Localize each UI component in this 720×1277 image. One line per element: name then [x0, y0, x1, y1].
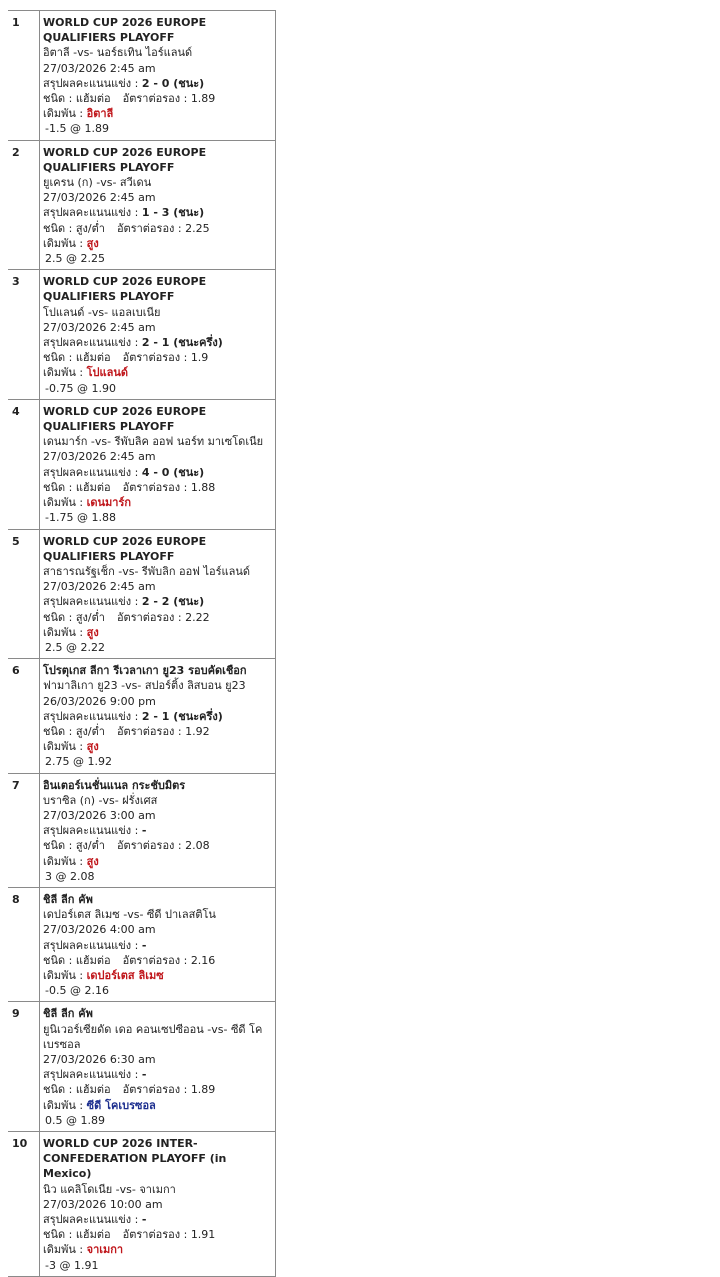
result-value: 2 - 1 (ชนะครึ่ง) — [141, 709, 223, 723]
bet-type: แฮ้มต่อ — [75, 1083, 111, 1097]
pick-line — [43, 495, 273, 510]
odds-value: 2.08 — [185, 839, 210, 853]
odds-label: อัตราต่อรอง : — [116, 610, 186, 624]
result-line — [43, 594, 273, 609]
match-datetime: 27/03/2026 4:00 am — [43, 923, 156, 937]
bet-label: เดิมพัน : — [43, 366, 87, 380]
bet-row — [8, 887, 276, 1001]
result-line — [43, 465, 273, 480]
result-value: - — [141, 1213, 147, 1227]
bet-details — [40, 140, 276, 270]
league-name: โปรตุเกส ลีกา รีเวลาเกา ยู23 รอบคัดเชือก — [43, 664, 247, 678]
bet-details — [40, 1132, 276, 1277]
bet-pick: ซีดี โคเบรซอล — [86, 1098, 156, 1112]
result-line — [43, 938, 273, 953]
type-odds-line — [43, 480, 273, 495]
bet-type: สูง/ต่ำ — [75, 610, 105, 624]
bet-details — [40, 529, 276, 659]
result-label: สรุปผลคะแนนแข่ง : — [43, 76, 142, 90]
odds-value: 1.92 — [185, 724, 210, 738]
type-label: ชนิด : — [43, 953, 76, 967]
type-label: ชนิด : — [43, 724, 76, 738]
result-label: สรุปผลคะแนนแข่ง : — [43, 595, 142, 609]
pick-line — [43, 739, 273, 754]
result-label: สรุปผลคะแนนแข่ง : — [43, 336, 142, 350]
league-name: WORLD CUP 2026 EUROPE QUALIFIERS PLAYOFF — [43, 534, 207, 563]
type-label: ชนิด : — [43, 351, 76, 365]
bet-label: เดิมพัน : — [43, 740, 87, 754]
type-label: ชนิด : — [43, 221, 76, 235]
bet-row — [8, 11, 276, 141]
bet-row — [8, 1132, 276, 1277]
bet-pick: เดปอร์เตส ลิเมซ — [86, 968, 164, 982]
bet-row — [8, 1002, 276, 1132]
result-line — [43, 823, 273, 838]
bet-label: เดิมพัน : — [43, 496, 87, 510]
type-odds-line — [43, 91, 273, 106]
result-line — [43, 76, 273, 91]
match-teams: โปแลนด์ -vs- แอลเบเนีย — [43, 305, 161, 319]
type-label: ชนิด : — [43, 1083, 76, 1097]
bet-number: 1 — [8, 11, 40, 141]
bet-number: 2 — [8, 140, 40, 270]
odds-label: อัตราต่อรอง : — [122, 351, 191, 365]
bet-label: เดิมพัน : — [43, 1098, 87, 1112]
pick-line — [43, 1098, 273, 1113]
bet-slip-body — [8, 11, 276, 1277]
odds-value: 1.88 — [190, 480, 216, 494]
match-datetime: 27/03/2026 2:45 am — [43, 320, 156, 334]
result-label: สรุปผลคะแนนแข่ง : — [43, 465, 142, 479]
handicap-line: 0.5 @ 1.89 — [45, 1113, 105, 1127]
bet-row — [8, 659, 276, 773]
pick-line — [43, 1242, 273, 1257]
type-odds-line — [43, 350, 273, 365]
match-datetime: 27/03/2026 2:45 am — [43, 191, 156, 205]
match-teams: ยูนิเวอร์เซียดัด เดอ คอนเซปซีออน -vs- ซีดี โคเบรซอล — [43, 1022, 263, 1051]
match-datetime: 27/03/2026 3:00 am — [43, 808, 156, 822]
bet-type: แฮ้มต่อ — [75, 1228, 111, 1242]
match-datetime: 27/03/2026 10:00 am — [43, 1197, 163, 1211]
bet-row — [8, 773, 276, 887]
result-label: สรุปผลคะแนนแข่ง : — [43, 824, 142, 838]
result-value: 1 - 3 (ชนะ) — [141, 206, 205, 220]
result-line — [43, 1067, 273, 1082]
league-name: WORLD CUP 2026 EUROPE QUALIFIERS PLAYOFF — [43, 16, 207, 45]
bet-number: 9 — [8, 1002, 40, 1132]
odds-value: 1.91 — [190, 1228, 216, 1242]
bet-number: 5 — [8, 529, 40, 659]
odds-value: 2.16 — [190, 953, 216, 967]
league-name: WORLD CUP 2026 EUROPE QUALIFIERS PLAYOFF — [43, 145, 207, 174]
league-name: WORLD CUP 2026 EUROPE QUALIFIERS PLAYOFF — [43, 404, 207, 434]
pick-line — [43, 625, 273, 640]
bet-pick: โปแลนด์ — [86, 366, 129, 380]
bet-row — [8, 270, 276, 400]
league-name: ชิลี ลีก คัพ — [43, 1007, 93, 1021]
bet-details — [40, 773, 276, 887]
bet-label: เดิมพัน : — [43, 854, 87, 868]
handicap-line: -0.75 @ 1.90 — [45, 381, 116, 395]
bet-details — [40, 659, 276, 773]
odds-value: 1.89 — [190, 1083, 216, 1097]
odds-label: อัตราต่อรอง : — [116, 221, 186, 235]
odds-label: อัตราต่อรอง : — [116, 839, 186, 853]
bet-label: เดิมพัน : — [43, 625, 87, 639]
odds-value: 2.25 — [185, 221, 210, 235]
result-label: สรุปผลคะแนนแข่ง : — [43, 709, 142, 723]
pick-line — [43, 854, 273, 869]
bet-pick: อิตาลี — [86, 107, 114, 121]
handicap-line: 2.5 @ 2.25 — [45, 252, 105, 266]
result-value: 2 - 0 (ชนะ) — [141, 76, 205, 90]
bet-pick: สูง — [86, 625, 99, 639]
league-name: ชิลี ลีก คัพ — [43, 892, 93, 906]
bet-type: แฮ้มต่อ — [75, 480, 111, 494]
result-label: สรุปผลคะแนนแข่ง : — [43, 1068, 142, 1082]
pick-line — [43, 236, 273, 251]
type-label: ชนิด : — [43, 610, 76, 624]
type-label: ชนิด : — [43, 839, 76, 853]
bet-label: เดิมพัน : — [43, 968, 87, 982]
bet-number: 8 — [8, 887, 40, 1001]
handicap-line: -0.5 @ 2.16 — [45, 984, 109, 998]
match-datetime: 27/03/2026 2:45 am — [43, 580, 156, 594]
league-name: WORLD CUP 2026 INTER-CONFEDERATION PLAYOFF (in Mexico) — [43, 1137, 227, 1181]
odds-label: อัตราต่อรอง : — [122, 953, 191, 967]
handicap-line: -1.75 @ 1.88 — [45, 511, 116, 525]
bet-number: 6 — [8, 659, 40, 773]
pick-line — [43, 968, 273, 983]
result-label: สรุปผลคะแนนแข่ง : — [43, 1213, 142, 1227]
bet-pick: จาเมกา — [86, 1243, 124, 1257]
match-datetime: 27/03/2026 2:45 am — [43, 61, 156, 75]
bet-label: เดิมพัน : — [43, 107, 87, 121]
bet-details — [40, 11, 276, 141]
bet-number: 7 — [8, 773, 40, 887]
bet-slip-table — [8, 10, 276, 1277]
type-odds-line — [43, 1227, 273, 1242]
match-teams: สาธารณรัฐเช็ก -vs- รีพับลิก ออฟ ไอร์แลนด์ — [43, 564, 251, 578]
bet-details — [40, 1002, 276, 1132]
bet-number: 3 — [8, 270, 40, 400]
handicap-line: 2.5 @ 2.22 — [45, 640, 105, 654]
league-name: WORLD CUP 2026 EUROPE QUALIFIERS PLAYOFF — [43, 275, 207, 304]
bet-type: สูง/ต่ำ — [75, 839, 105, 853]
match-teams: ฟามาลิเกา ยู23 -vs- สปอร์ติ้ง ลิสบอน ยู23 — [43, 679, 246, 693]
result-value: 2 - 2 (ชนะ) — [141, 595, 205, 609]
type-odds-line — [43, 221, 273, 236]
bet-pick: เดนมาร์ก — [86, 496, 132, 510]
odds-label: อัตราต่อรอง : — [122, 480, 191, 494]
bet-pick: สูง — [86, 854, 99, 868]
bet-type: แฮ้มต่อ — [75, 953, 111, 967]
handicap-line: -1.5 @ 1.89 — [45, 122, 109, 136]
league-name: อินเตอร์เนชั่นแนล กระชับมิตร — [43, 778, 186, 792]
bet-details — [40, 399, 276, 529]
match-teams: เดนมาร์ก -vs- รีพับลิค ออฟ นอร์ท มาเซโดเนีย — [43, 435, 264, 449]
bet-details — [40, 887, 276, 1001]
bet-details — [40, 270, 276, 400]
bet-row — [8, 529, 276, 659]
type-odds-line — [43, 838, 273, 853]
type-odds-line — [43, 1082, 273, 1097]
pick-line — [43, 365, 273, 380]
result-line — [43, 709, 273, 724]
bet-pick: สูง — [86, 236, 99, 250]
type-odds-line — [43, 610, 273, 625]
result-value: - — [141, 1068, 147, 1082]
bet-number: 4 — [8, 399, 40, 529]
bet-number: 10 — [8, 1132, 40, 1277]
handicap-line: -3 @ 1.91 — [45, 1258, 99, 1272]
match-teams: อิตาลี -vs- นอร์ธเทิน ไอร์แลนด์ — [43, 46, 193, 60]
result-value: 4 - 0 (ชนะ) — [141, 465, 205, 479]
type-label: ชนิด : — [43, 480, 76, 494]
handicap-line: 3 @ 2.08 — [45, 869, 95, 883]
match-teams: นิว แคลิโดเนีย -vs- จาเมกา — [43, 1182, 176, 1196]
result-value: - — [141, 824, 147, 838]
bet-type: แฮ้มต่อ — [75, 92, 111, 106]
bet-type: สูง/ต่ำ — [75, 221, 105, 235]
type-odds-line — [43, 724, 273, 739]
bet-label: เดิมพัน : — [43, 1243, 87, 1257]
bet-type: แฮ้มต่อ — [75, 351, 111, 365]
bet-row — [8, 140, 276, 270]
bet-label: เดิมพัน : — [43, 236, 87, 250]
match-datetime: 27/03/2026 6:30 am — [43, 1053, 156, 1066]
type-odds-line — [43, 953, 273, 968]
match-teams: บราซิล (ก) -vs- ฝรั่งเศส — [43, 793, 158, 807]
bet-row — [8, 399, 276, 529]
result-value: - — [141, 938, 147, 952]
odds-label: อัตราต่อรอง : — [116, 724, 186, 738]
odds-label: อัตราต่อรอง : — [122, 1228, 191, 1242]
bet-type: สูง/ต่ำ — [75, 724, 105, 738]
match-datetime: 27/03/2026 2:45 am — [43, 450, 156, 464]
pick-line — [43, 106, 273, 121]
match-teams: ยูเครน (ก) -vs- สวีเดน — [43, 176, 152, 190]
result-label: สรุปผลคะแนนแข่ง : — [43, 938, 142, 952]
match-datetime: 26/03/2026 9:00 pm — [43, 694, 156, 708]
bet-pick: สูง — [86, 740, 99, 754]
type-label: ชนิด : — [43, 1228, 76, 1242]
result-line — [43, 335, 273, 350]
result-line — [43, 1212, 273, 1227]
odds-value: 1.9 — [190, 351, 209, 365]
result-value: 2 - 1 (ชนะครึ่ง) — [141, 336, 223, 350]
result-line — [43, 205, 273, 220]
odds-value: 1.89 — [190, 92, 216, 106]
odds-label: อัตราต่อรอง : — [122, 92, 191, 106]
result-label: สรุปผลคะแนนแข่ง : — [43, 206, 142, 220]
type-label: ชนิด : — [43, 92, 76, 106]
match-teams: เดปอร์เตส ลิเมซ -vs- ซีดี ปาเลสติโน — [43, 908, 216, 922]
handicap-line: 2.75 @ 1.92 — [45, 755, 112, 769]
odds-value: 2.22 — [185, 610, 210, 624]
odds-label: อัตราต่อรอง : — [122, 1083, 191, 1097]
